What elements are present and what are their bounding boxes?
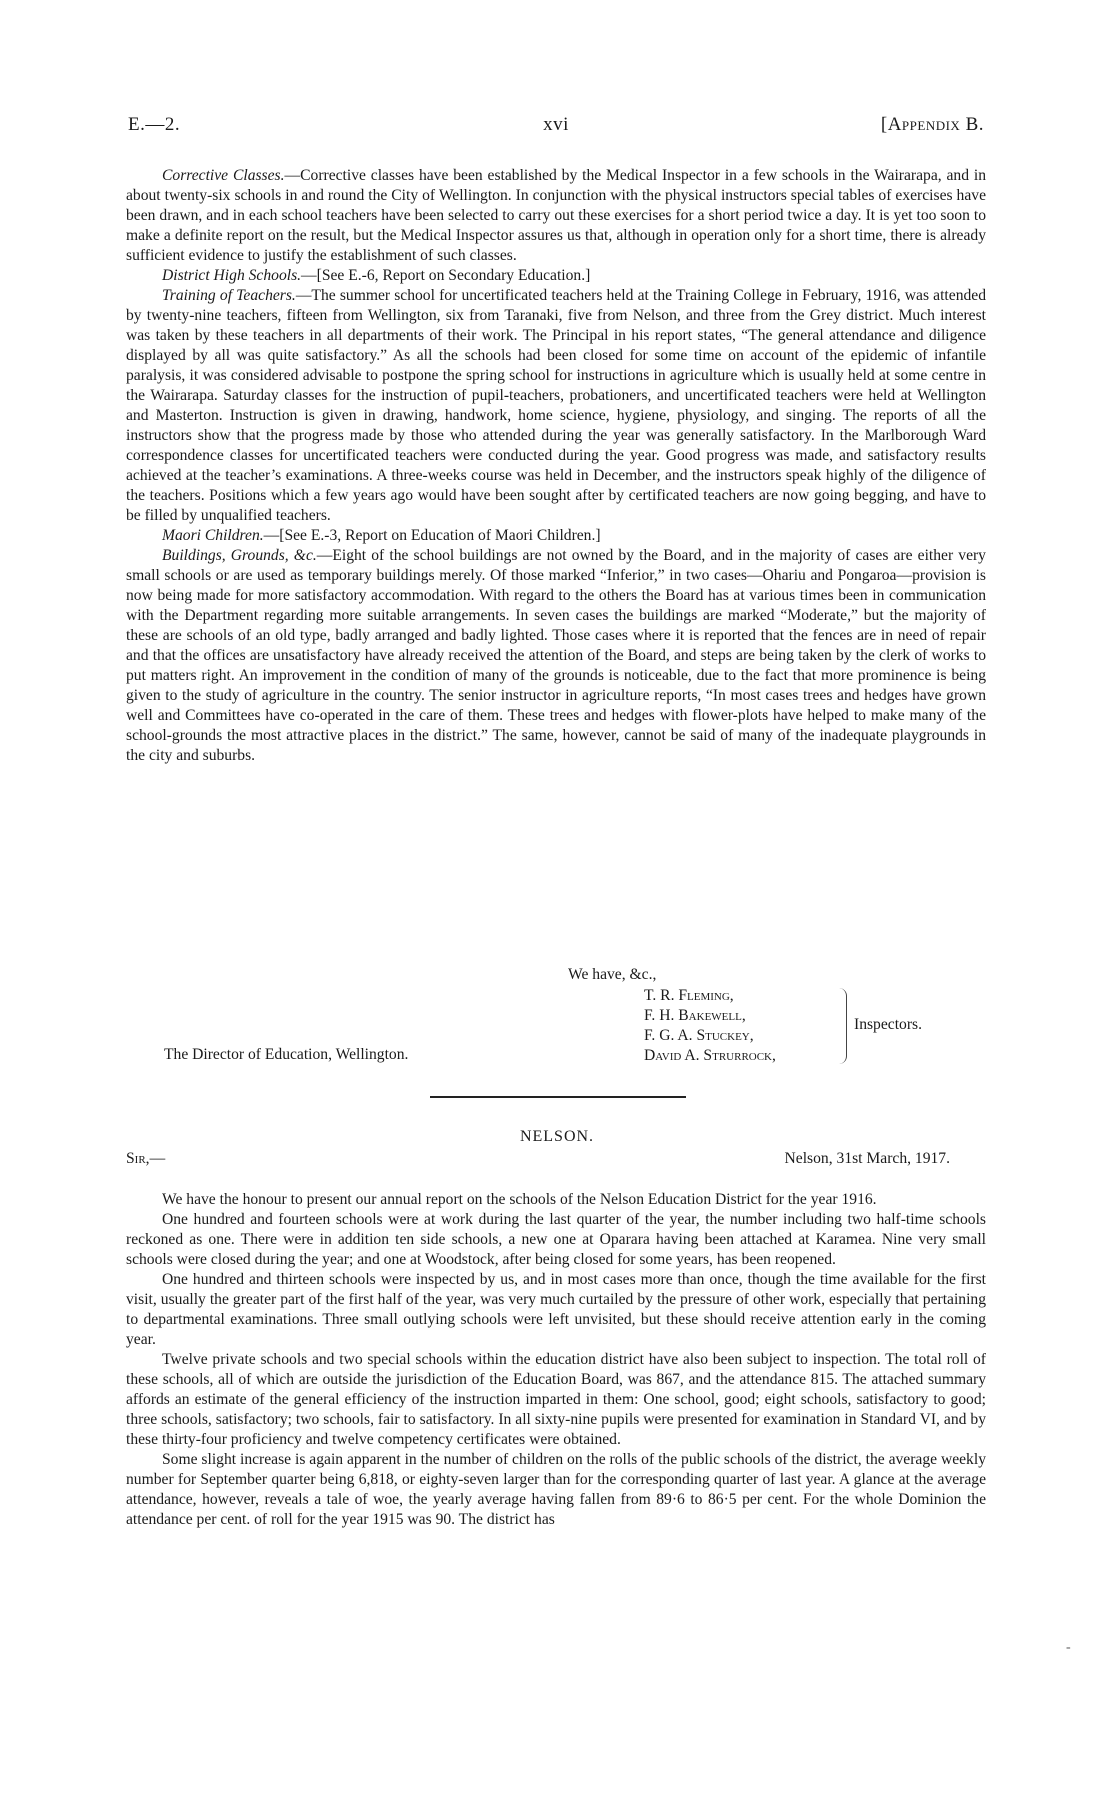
paragraph-corrective-classes: Corrective Classes.—Corrective classes have been established by the Medical Inspector in a few schools in the Wairarapa, and in about twenty-six schools in and round the City of Wellington. In conjunction with the physical instructors special tables of exercises have been drawn, and in each school teachers have been selected to carry out these exercises for a short period twice a day. It is yet too soon to make a definite report on the result, but the Medical Inspector assures us that, although in operation only for a short time, there is already sufficient evidence to justify the establishment of such classes. bbox=[126, 167, 987, 264]
paragraph: One hundred and fourteen schools were at work during the last quarter of the year, the number including two half-time schools reckoned as one. There were in addition ten side schools, a new one at Oparara having been attached at Karamea. Nine very small schools were closed during the year; and one at Woodstock, after being closed for some years, has been reopened. bbox=[126, 1211, 986, 1268]
margin-mark: - bbox=[1066, 1640, 1071, 1655]
inspector-name: T. R. Fleming, bbox=[644, 987, 734, 1004]
nelson-report-body bbox=[126, 1190, 986, 1530]
heading-training-of-teachers: Training of Teachers. bbox=[162, 287, 296, 304]
salutation: Sir,— bbox=[126, 1150, 166, 1167]
paragraph-buildings-grounds: Buildings, Grounds, &c.—Eight of the school buildings are not owned by the Board, and in the majority of cases are either very small schools or are used as temporary buildings merely. Of those marked “Inferior,” in two cases—Ohariu and Pongaroa—provision is now being made for more satisfactory accommodation. With regard to the others the Board has at various times been in communication with the Department regarding more suitable arrangements. In seven cases the buildings are marked “Moderate,” but the majority of these are schools of an old type, badly arranged and badly lighted. Those cases where it is reported that the fences are in need of repair and that the offices are unsatisfactory have already received the attention of the Board, and steps are being taken by the clerk of works to put matters right. An improvement in the condition of many of the grounds is noticeable, due to the fact that more prominence is being given to the study of agriculture in the country. The senior instructor in agriculture reports, “In most cases trees and hedges have grown well and Committees have co-operated in the care of them. These trees and hedges with flower-plots have helped to make many of the school-grounds the most attractive places in the district.” The same, however, cannot be said of many of the inadequate playgrounds in the city and suburbs. bbox=[126, 547, 986, 764]
heading-corrective-classes: Corrective Classes. bbox=[162, 167, 285, 184]
inspector-name: F. H. Bakewell, bbox=[644, 1007, 746, 1024]
page-header bbox=[128, 114, 984, 140]
closing-we-have: We have, &c., bbox=[568, 966, 657, 983]
paragraph-training-of-teachers: Training of Teachers.—The summer school for uncertificated teachers held at the Training College in February, 1916, was attended by twenty-nine teachers, fifteen from Wellington, six from Taranaki, five from Nelson, and three from the Grey district. Much interest was taken by these teachers in all departments of their work. The Principal in his report states, “The general attendance and diligence displayed by all was quite satisfactory.” As all the schools had been closed for some time on account of the epidemic of infantile paralysis, it was considered advisable to postpone the spring school for instructions in agriculture which is usually held at some centre in the Wairarapa. Saturday classes for the instruction of pupil-teachers, probationers, and uncertificated teachers were held at Wellington and Masterton. Instruction is given in drawing, handwork, home science, hygiene, physiology, and singing. The reports of all the instructors show that the progress made by those who attended during the year was generally satisfactory. In the Marlborough Ward correspondence classes for uncertificated teachers were conducted during the year. Good progress was made, and satisfactory results achieved at the teacher’s examinations. A three-weeks course was held in December, and the instructors speak highly of the diligence of the teachers. Positions which a few years ago would have been sought after by certificated teachers are now going begging, and have to be filled by unqualified teachers. bbox=[126, 287, 987, 524]
brace-divider bbox=[836, 988, 847, 1064]
paragraph-maori-children: Maori Children.—[See E.-3, Report on Education of Maori Children.] bbox=[162, 527, 601, 544]
inspector-name: F. G. A. Stuckey, bbox=[644, 1027, 754, 1044]
paragraph: One hundred and thirteen schools were inspected by us, and in most cases more than once, though the time available for the first visit, usually the greater part of the first half of the year, was very much curtailed by the pressure of other work, especially that pertaining to departmental examinations. Three small outlying schools were left unvisited, but these should receive attention early in the coming year. bbox=[126, 1271, 986, 1348]
signature-block bbox=[126, 966, 986, 1066]
paragraph: Some slight increase is again apparent in the number of children on the rolls of the public schools of the district, the average weekly number for September quarter being 6,818, or eighty-seven larger than for the corresponding quarter of last year. A glance at the average attendance, however, reveals a tale of woe, the yearly average having fallen from 89·6 to 86·5 per cent. For the whole Dominion the attendance per cent. of roll for the year 1915 was 90. The district has bbox=[126, 1451, 986, 1528]
salutation-line bbox=[126, 1150, 986, 1172]
inspector-names bbox=[644, 986, 776, 1066]
paragraph: Twelve private schools and two special schools within the education district have also been subject to inspection. The total roll of these schools, all of which are outside the jurisdiction of the Education Board, was 867, and the attendance 815. The attached summary affords an estimate of the general efficiency of the instruction imparted in them: One school, good; eight schools, satisfactory to good; three schools, satisfactory; two schools, fair to satisfactory. In all sixty-nine pupils were presented for examination in Standard VI, and by these thirty-four proficiency and twelve competency certificates were obtained. bbox=[126, 1351, 986, 1448]
page-number: xvi bbox=[543, 114, 569, 135]
heading-buildings-grounds: Buildings, Grounds, &c. bbox=[162, 547, 317, 564]
wellington-report-continuation bbox=[126, 166, 986, 766]
header-appendix: [Appendix B. bbox=[880, 114, 984, 135]
letter-date: Nelson, 31st March, 1917. bbox=[784, 1150, 950, 1167]
section-divider bbox=[430, 1096, 686, 1098]
heading-district-high-schools: District High Schools. bbox=[162, 267, 302, 284]
heading-maori-children: Maori Children. bbox=[162, 527, 264, 544]
inspectors-role: Inspectors. bbox=[854, 1016, 922, 1033]
paragraph: We have the honour to present our annual report on the schools of the Nelson Education District for the year 1916. bbox=[162, 1191, 877, 1208]
nelson-section-title: NELSON. bbox=[519, 1128, 595, 1145]
header-reference: E.—2. bbox=[128, 114, 181, 135]
inspector-name: David A. Strurrock, bbox=[644, 1047, 776, 1064]
paragraph-district-high-schools: District High Schools.—[See E.-6, Report on Secondary Education.] bbox=[162, 267, 591, 284]
addressee: The Director of Education, Wellington. bbox=[164, 1046, 409, 1063]
